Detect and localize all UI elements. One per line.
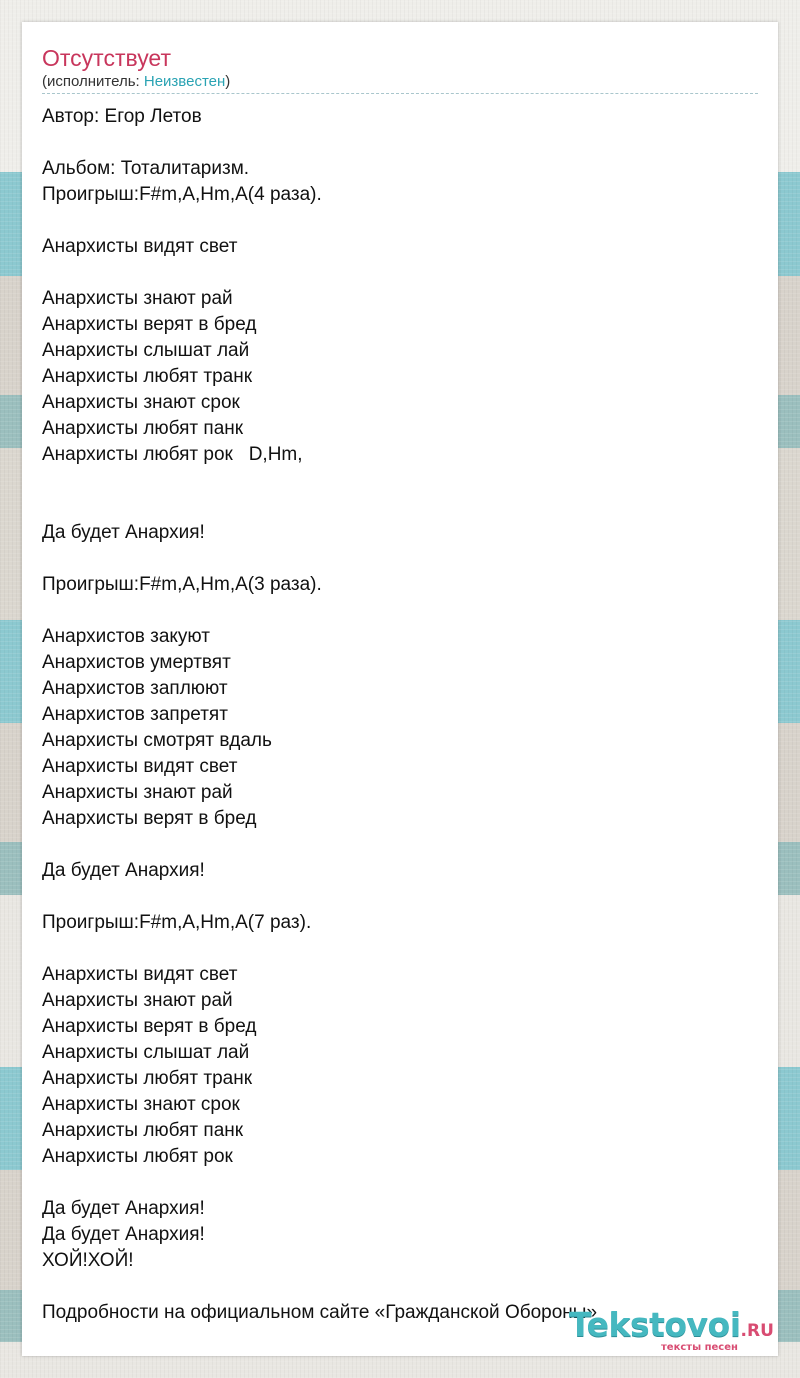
logo-name: Tekstovoi [569, 1305, 741, 1344]
artist-line [42, 73, 230, 91]
title-divider [42, 93, 758, 94]
artist-prefix: (исполнитель: [42, 73, 144, 90]
logo-tld: .RU [740, 1321, 774, 1341]
logo-tagline: тексты песен [661, 1342, 738, 1353]
lyrics-text: Автор: Егор Летов Альбом: Тоталитаризм. Проигрыш:F#m,A,Hm,A(4 раза). Анархисты видят свет Анархисты знают рай Анархисты верят в бред Анархисты слышат лай Анархисты любят транк Анархисты знают срок Анархисты любят панк Анархисты любят рок D,Hm, Да будет Анархия! Проигрыш:F#m,A,Hm,A(3 раза). Анархистов закуют Анархистов умертвят Анархистов заплюют Анархистов запретят Анархисты смотрят вдаль Анархисты видят свет Анархисты знают рай Анархисты верят в бред Да будет Анархия! Проигрыш:F#m,A,Hm,A(7 раз). Анархисты видят свет Анархисты знают рай Анархисты верят в бред Анархисты слышат лай Анархисты любят транк Анархисты знают срок Анархисты любят панк Анархисты любят рок Да будет Анархия! Да будет Анархия! ХОЙ!ХОЙ! Подробности на официальном сайте «Гражданской Обороны» [42, 106, 598, 1323]
artist-link[interactable]: Неизвестен [143, 73, 226, 90]
artist-suffix: ) [225, 73, 231, 90]
site-logo[interactable] [569, 1307, 779, 1357]
song-title: Отсутствует [42, 45, 171, 71]
song-card [22, 22, 778, 1356]
